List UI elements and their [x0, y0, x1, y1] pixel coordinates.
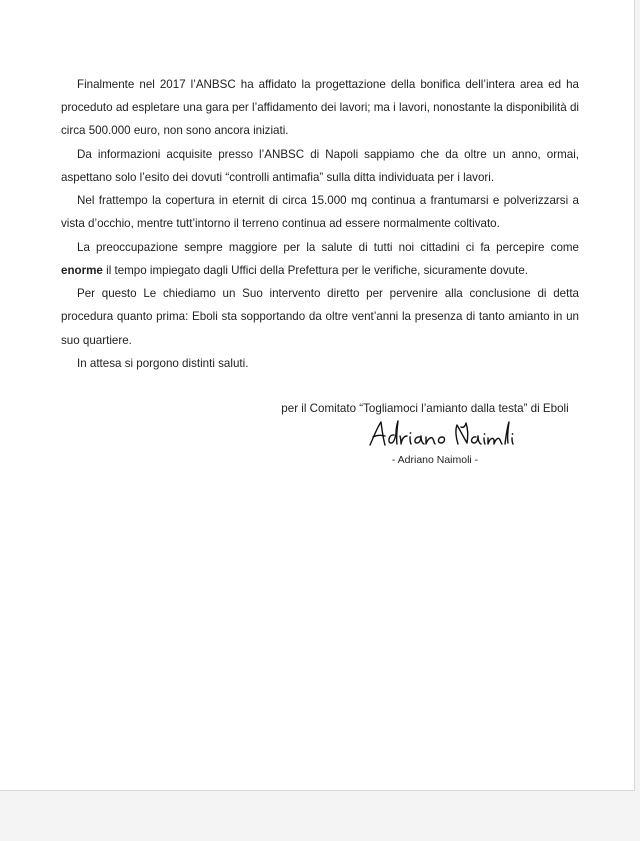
- signer-name: - Adriano Naimoli -: [391, 454, 479, 466]
- p4-emphasis: enorme: [61, 263, 103, 277]
- p4-text-after: il tempo impiegato dagli Uffici della Prefettura per le verifiche, sicuramente dovute.: [102, 263, 528, 277]
- paragraph-eternit: Nel frattempo la copertura in eternit di circa 15.000 mq continua a frantumarsi e polverizzarsi a vista d’occhio, mentre tutt’intorno il terreno continua ad essere normalmente coltivato.: [61, 194, 579, 231]
- paragraph-richiesta: Per questo Le chiediamo un Suo intervento diretto per pervenire alla conclusione di detta procedura quanto prima: Eboli sta sopportando da oltre vent’anni la presenza di tanto amianto in un suo quartiere.: [61, 287, 579, 347]
- handwritten-signature: [366, 418, 516, 452]
- closing-line: per il Comitato “Togliamoci l’amianto dalla testa” di Eboli: [281, 402, 569, 415]
- p4-text-before: La preoccupazione sempre maggiore per la salute di tutti noi cittadini ci fa percepire come: [77, 240, 579, 254]
- paragraph-preoccupazione: [61, 236, 579, 282]
- paragraph-controlli: Da informazioni acquisite presso l’ANBSC di Napoli sappiamo che da oltre un anno, ormai, aspettano solo l’esito dei dovuti “controlli antimafia” sulla ditta individuata per i lavori.: [61, 147, 579, 184]
- letter-body: [61, 73, 579, 375]
- paragraph-saluti: In attesa si porgono distinti saluti.: [77, 356, 249, 370]
- paragraph-bonifica: Finalmente nel 2017 l’ANBSC ha affidato la progettazione della bonifica dell’intera area ed ha proceduto ad espletare una gara per l’affidamento dei lavori; ma i lavori, nonostante la disponibilità di circa 500.000 euro, non sono ancora iniziati.: [61, 78, 579, 138]
